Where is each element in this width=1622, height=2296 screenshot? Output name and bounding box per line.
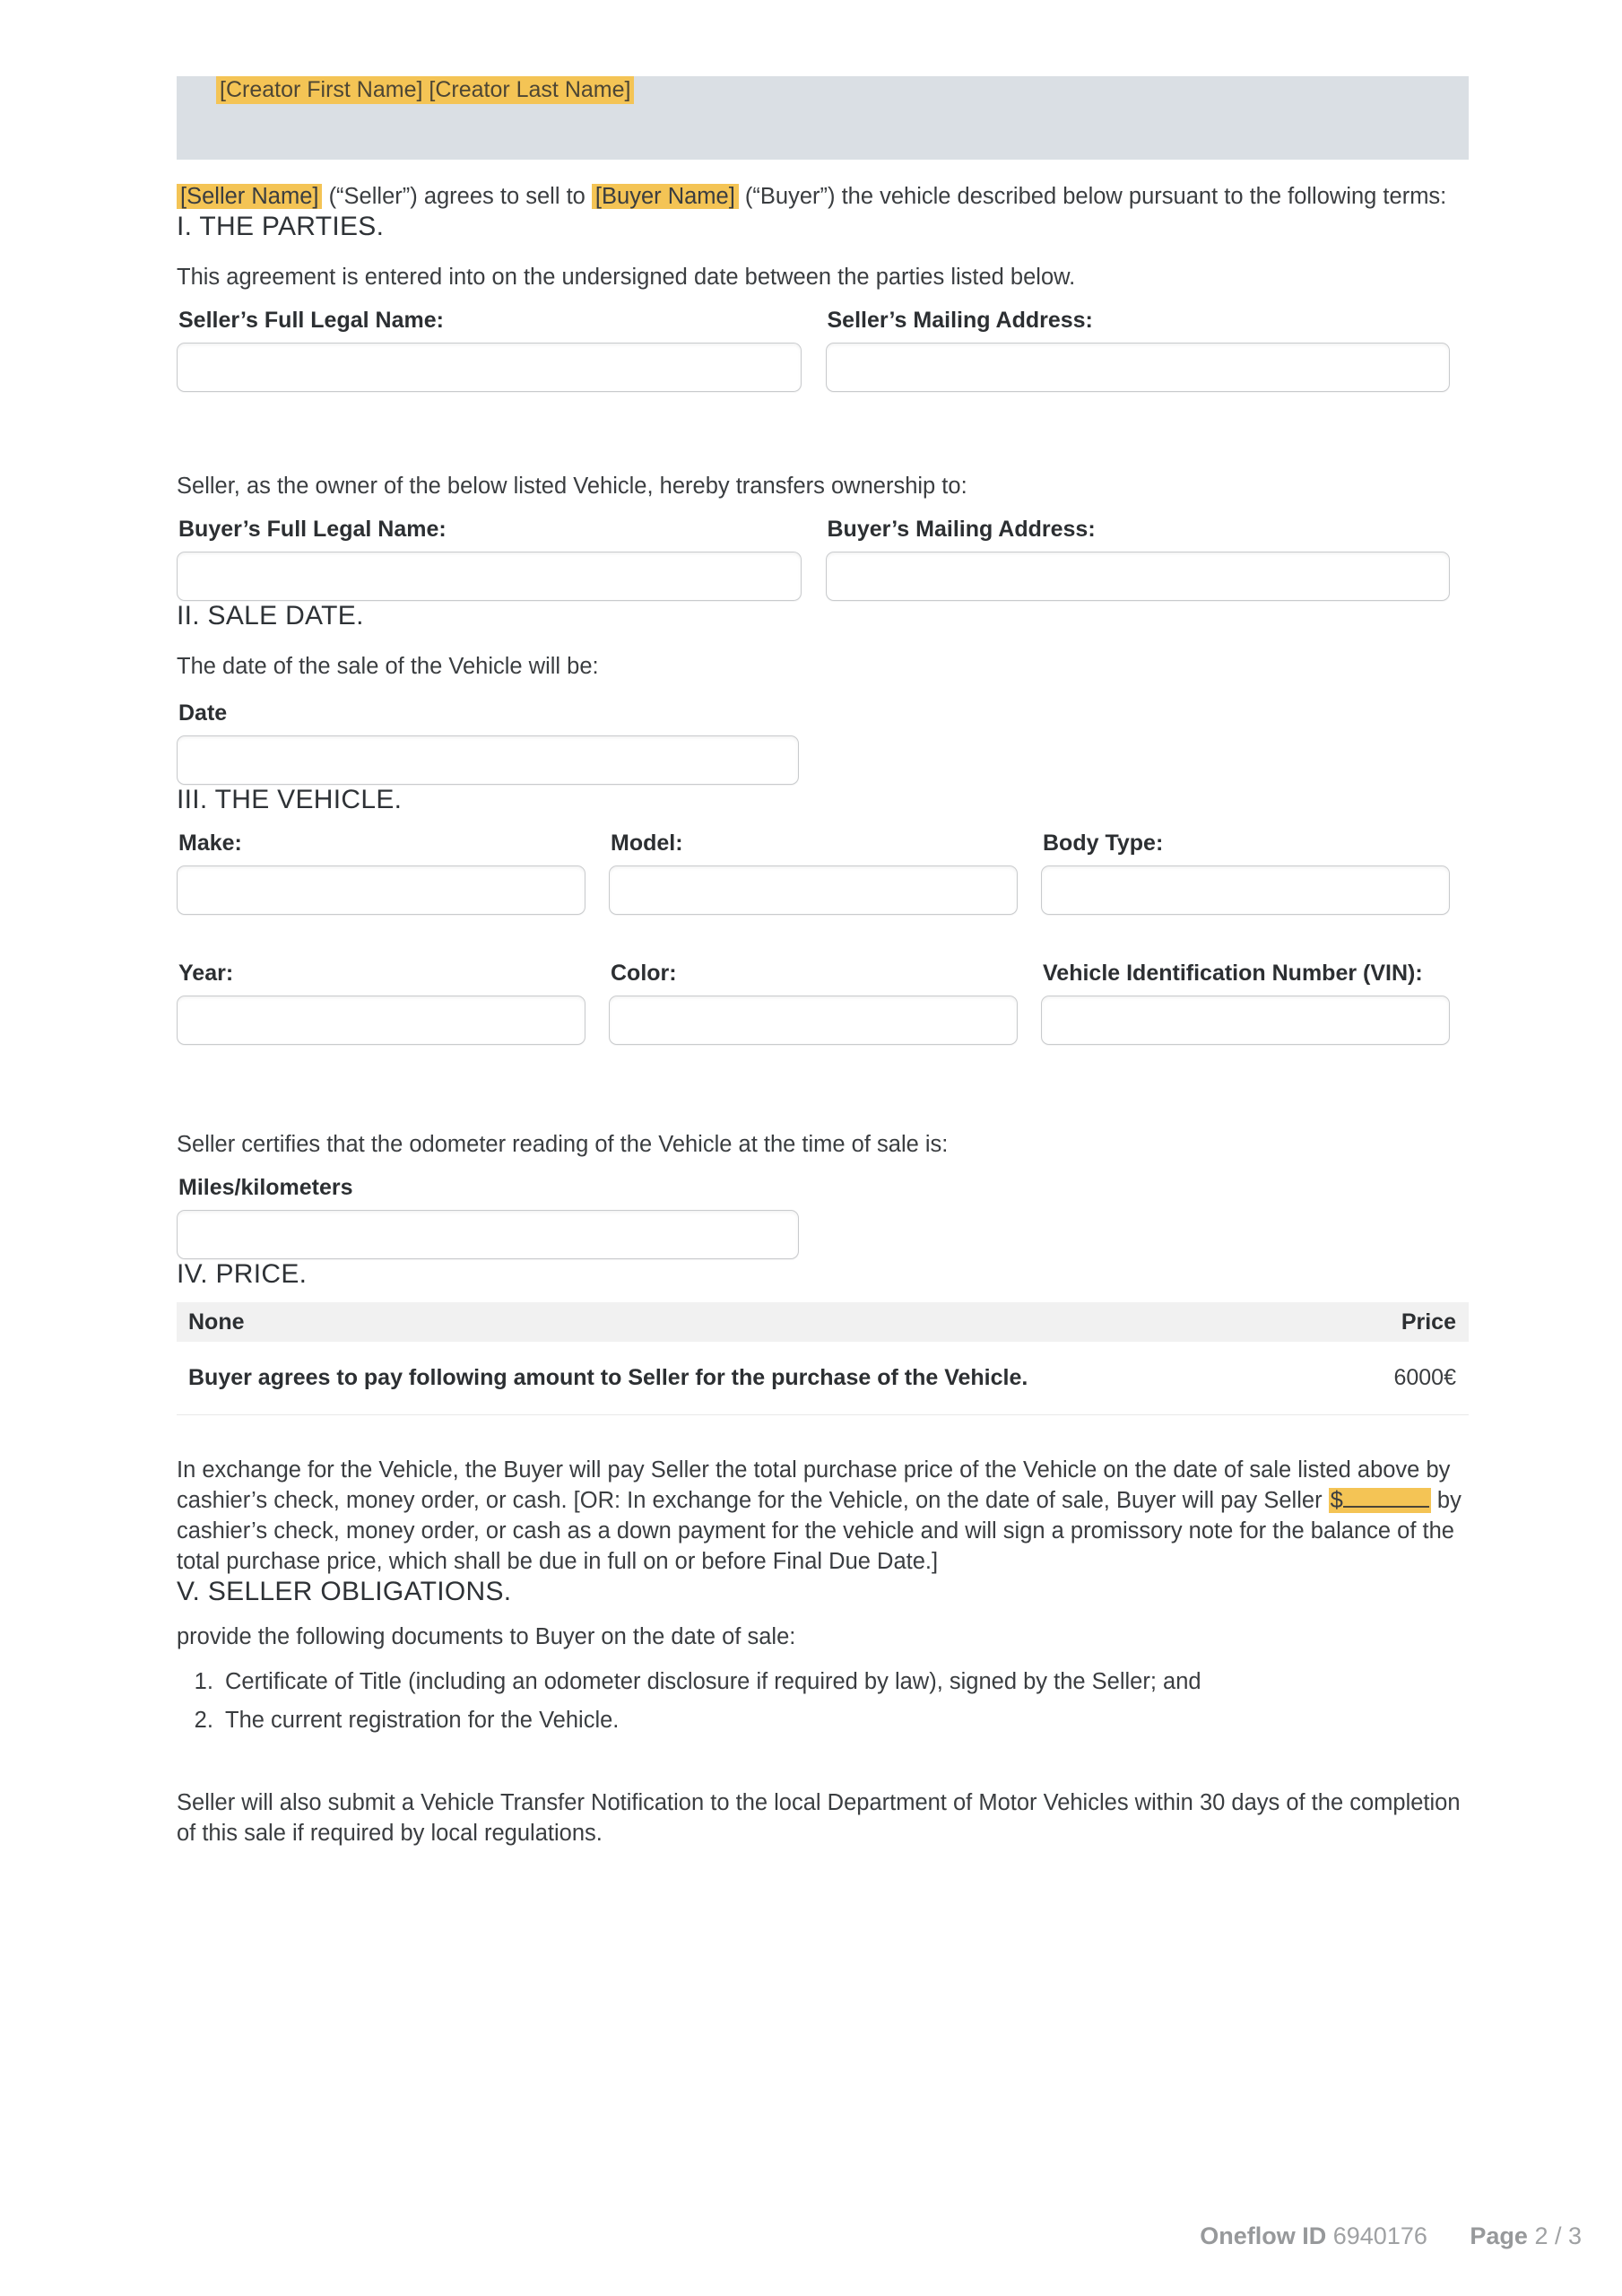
vin-label: Vehicle Identification Number (VIN): bbox=[1043, 961, 1423, 986]
sale-date-paragraph: The date of the sale of the Vehicle will be: bbox=[177, 654, 599, 679]
price-row-label: Buyer agrees to pay following amount to Seller for the purchase of the Vehicle. bbox=[188, 1365, 1028, 1390]
color-field bbox=[609, 960, 1018, 1045]
vehicle-fields-row-2 bbox=[177, 960, 1450, 1045]
seller-name-label: Seller’s Full Legal Name: bbox=[178, 308, 444, 333]
price-para-text-2: by cashier’s check, money order, or cash as a down payment for the vehicle and will sign a promissory note for the balance of the total purchase price, which shall be due in full on or before Final Due Date.] bbox=[177, 1488, 1462, 1574]
date-field bbox=[177, 700, 1469, 785]
odometer-field bbox=[177, 1174, 1469, 1259]
buyer-address-label: Buyer’s Mailing Address: bbox=[827, 517, 1096, 542]
odometer-input[interactable] bbox=[177, 1210, 799, 1259]
odometer-label: Miles/kilometers bbox=[178, 1175, 353, 1200]
body-type-label: Body Type: bbox=[1043, 831, 1164, 856]
model-input[interactable] bbox=[609, 865, 1018, 915]
make-label: Make: bbox=[178, 831, 242, 856]
price-table-col-price: Price bbox=[1401, 1309, 1456, 1335]
price-table-row bbox=[177, 1342, 1469, 1415]
odometer-paragraph: Seller certifies that the odometer reading of the Vehicle at the time of sale is: bbox=[177, 1132, 949, 1157]
body-type-field bbox=[1041, 830, 1450, 915]
buyer-address-field bbox=[826, 516, 1451, 601]
buyer-name-label: Buyer’s Full Legal Name: bbox=[178, 517, 447, 542]
price-row-value: 6000€ bbox=[1393, 1365, 1456, 1390]
year-input[interactable] bbox=[177, 996, 585, 1045]
price-amount-placeholder bbox=[1329, 1488, 1431, 1513]
intro-text-1: (“Seller”) agrees to sell to bbox=[322, 184, 592, 209]
buyer-name-field bbox=[177, 516, 802, 601]
page-number: 2 / 3 bbox=[1534, 2222, 1582, 2249]
make-input[interactable] bbox=[177, 865, 585, 915]
list-item: 2. The current registration for the Vehicle. bbox=[220, 1705, 1469, 1735]
list-item: 1. Certificate of Title (including an odometer disclosure if required by law), signed by the Seller; and bbox=[220, 1666, 1469, 1697]
year-field bbox=[177, 960, 585, 1045]
seller-address-field bbox=[826, 307, 1451, 392]
intro-text-2: (“Buyer”) the vehicle described below pursuant to the following terms: bbox=[738, 184, 1447, 209]
oneflow-id-label: Oneflow ID bbox=[1200, 2222, 1327, 2249]
page-label: Page bbox=[1470, 2222, 1528, 2249]
date-input[interactable] bbox=[177, 735, 799, 785]
model-label: Model: bbox=[611, 831, 683, 856]
model-field bbox=[609, 830, 1018, 915]
date-label: Date bbox=[178, 700, 228, 726]
vehicle-fields-row-1 bbox=[177, 830, 1450, 915]
section-heading-vehicle: III. THE VEHICLE. bbox=[177, 785, 403, 814]
price-table bbox=[177, 1302, 1469, 1415]
obligations-list bbox=[177, 1666, 1469, 1735]
vin-input[interactable] bbox=[1041, 996, 1450, 1045]
seller-name-input[interactable] bbox=[177, 343, 802, 392]
oneflow-id-value: 6940176 bbox=[1332, 2222, 1427, 2249]
seller-name-field bbox=[177, 307, 802, 392]
buyer-name-input[interactable] bbox=[177, 552, 802, 601]
price-para-text-1: In exchange for the Vehicle, the Buyer will pay Seller the total purchase price of the Vehicle on the date of sale listed above by cashier’s check, money order, or cash. [OR: In exchange for the Vehicle, on the date of sale, Buyer will pay Seller bbox=[177, 1457, 1451, 1513]
vin-field bbox=[1041, 960, 1450, 1045]
year-label: Year: bbox=[178, 961, 234, 986]
section-heading-obligations: V. SELLER OBLIGATIONS. bbox=[177, 1577, 512, 1606]
buyer-fields-row bbox=[177, 516, 1450, 601]
amount-blank-line bbox=[1343, 1488, 1429, 1508]
seller-address-label: Seller’s Mailing Address: bbox=[827, 308, 1093, 333]
transfer-notification-paragraph: Seller will also submit a Vehicle Transfer Notification to the local Department of Motor Vehicles within 30 days of the completion of this sale if required by local regulations. bbox=[177, 1790, 1461, 1846]
color-input[interactable] bbox=[609, 996, 1018, 1045]
price-table-col-none: None bbox=[188, 1309, 245, 1335]
buyer-address-input[interactable] bbox=[826, 552, 1451, 601]
creator-name-placeholder: [Creator First Name] [Creator Last Name] bbox=[216, 76, 634, 104]
parties-paragraph-1: This agreement is entered into on the undersigned date between the parties listed below. bbox=[177, 265, 1076, 290]
page-footer bbox=[1200, 2222, 1582, 2250]
section-heading-price: IV. PRICE. bbox=[177, 1259, 308, 1289]
dollar-sign: $ bbox=[1330, 1488, 1343, 1513]
body-type-input[interactable] bbox=[1041, 865, 1450, 915]
obligations-paragraph: provide the following documents to Buyer on the date of sale: bbox=[177, 1624, 796, 1649]
section-heading-parties: I. THE PARTIES. bbox=[177, 212, 385, 241]
intro-paragraph bbox=[177, 181, 1469, 212]
seller-fields-row bbox=[177, 307, 1450, 392]
make-field bbox=[177, 830, 585, 915]
section-heading-sale-date: II. SALE DATE. bbox=[177, 601, 364, 631]
creator-header-band bbox=[177, 76, 1469, 160]
price-table-header bbox=[177, 1302, 1469, 1342]
buyer-name-placeholder: [Buyer Name] bbox=[592, 184, 739, 209]
color-label: Color: bbox=[611, 961, 677, 986]
seller-name-placeholder: [Seller Name] bbox=[177, 184, 322, 209]
seller-address-input[interactable] bbox=[826, 343, 1451, 392]
parties-paragraph-2: Seller, as the owner of the below listed Vehicle, hereby transfers ownership to: bbox=[177, 474, 967, 499]
price-paragraph bbox=[177, 1455, 1469, 1577]
